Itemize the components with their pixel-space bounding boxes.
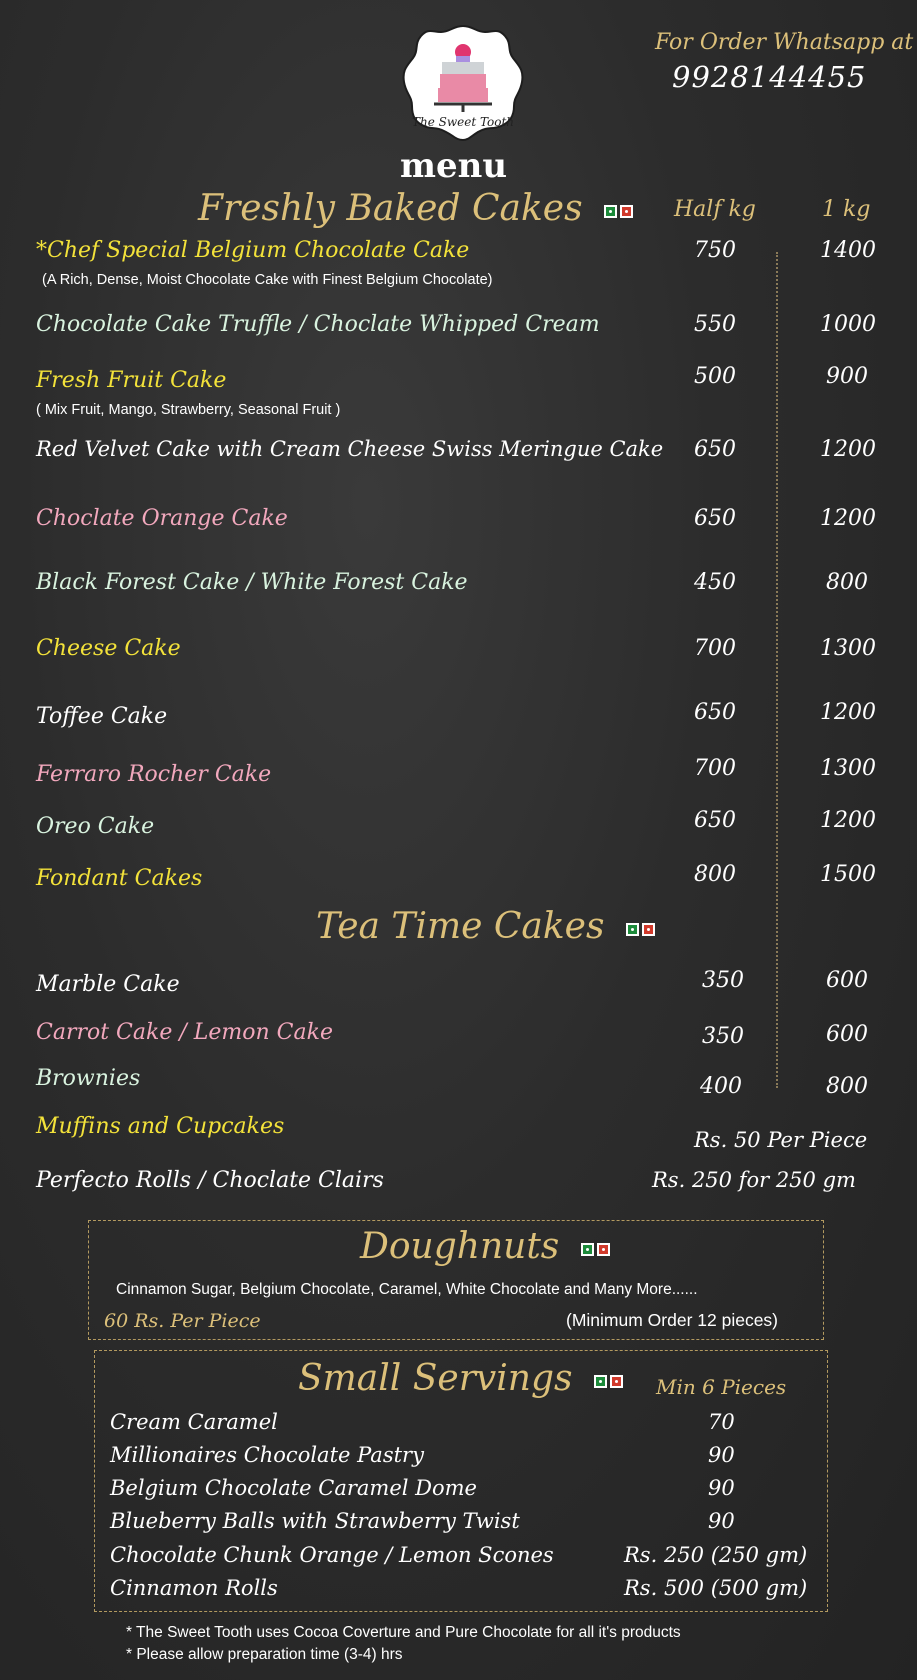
doughnuts-price: 60 Rs. Per Piece (104, 1310, 261, 1332)
small-title-text: Small Servings (298, 1358, 573, 1399)
cake-half-5: 650 (694, 506, 736, 531)
cake-one-9: 1300 (820, 756, 876, 781)
cake-half-6: 450 (694, 570, 736, 595)
cake-half-3: 500 (694, 364, 736, 389)
cake-name-7: Cheese Cake (36, 636, 181, 661)
doughnuts-title-text: Doughnuts (360, 1226, 560, 1267)
teatime-title (316, 906, 655, 947)
small-name-4: Blueberry Balls with Strawberry Twist (110, 1509, 520, 1533)
small-price-1: 70 (708, 1410, 735, 1434)
cake-name-10: Oreo Cake (36, 814, 155, 839)
small-min: Min 6 Pieces (656, 1375, 787, 1399)
teatime-name-4: Muffins and Cupcakes (36, 1114, 285, 1139)
price-divider (776, 252, 778, 1088)
footer-note-1: * The Sweet Tooth uses Cocoa Coverture and Pure Chocolate for all it's products (126, 1624, 681, 1641)
cake-half-1: 750 (694, 238, 736, 263)
cake-half-4: 650 (694, 437, 736, 462)
cake-desc-1: (A Rich, Dense, Moist Chocolate Cake with Finest Belgium Chocolate) (42, 272, 493, 288)
cake-one-10: 1200 (820, 808, 876, 833)
teatime-name-2: Carrot Cake / Lemon Cake (36, 1020, 333, 1045)
cake-one-5: 1200 (820, 506, 876, 531)
teatime-half-1: 350 (702, 968, 744, 993)
teatime-name-1: Marble Cake (36, 972, 180, 997)
veg-nonveg-icon (581, 1243, 610, 1256)
cake-desc-3: ( Mix Fruit, Mango, Strawberry, Seasonal Fruit ) (36, 402, 341, 418)
small-name-3: Belgium Chocolate Caramel Dome (110, 1476, 477, 1500)
cakes-title (198, 188, 633, 229)
order-label: For Order Whatsapp at (655, 30, 914, 55)
teatime-title-text: Tea Time Cakes (316, 906, 605, 947)
teatime-half-3: 400 (700, 1074, 742, 1099)
menu-heading: menu (400, 146, 508, 186)
col-half-kg: Half kg (674, 197, 756, 222)
small-price-6: Rs. 500 (500 gm) (624, 1576, 808, 1600)
teatime-one-1: 600 (826, 968, 868, 993)
cake-name-6: Black Forest Cake / White Forest Cake (36, 570, 468, 595)
small-price-4: 90 (708, 1509, 735, 1533)
small-price-3: 90 (708, 1476, 735, 1500)
small-price-2: 90 (708, 1443, 735, 1467)
veg-nonveg-icon (604, 205, 633, 218)
cake-one-3: 900 (826, 364, 868, 389)
cake-name-2: Chocolate Cake Truffle / Choclate Whipped Cream (36, 312, 600, 337)
teatime-one-3: 800 (826, 1074, 868, 1099)
sweet-tooth-logo (398, 22, 528, 142)
doughnuts-title (360, 1226, 610, 1267)
cake-half-9: 700 (694, 756, 736, 781)
doughnuts-minimum: (Minimum Order 12 pieces) (566, 1310, 778, 1330)
cake-one-7: 1300 (820, 636, 876, 661)
small-name-5: Chocolate Chunk Orange / Lemon Scones (110, 1543, 554, 1567)
veg-nonveg-icon (594, 1375, 623, 1388)
cake-name-3: Fresh Fruit Cake (36, 368, 227, 393)
cake-name-11: Fondant Cakes (36, 866, 203, 891)
teatime-price-4: Rs. 50 Per Piece (694, 1128, 868, 1152)
cake-name-5: Choclate Orange Cake (36, 506, 288, 531)
cake-one-8: 1200 (820, 700, 876, 725)
teatime-half-2: 350 (702, 1024, 744, 1049)
col-one-kg: 1 kg (822, 197, 871, 222)
cake-name-1: *Chef Special Belgium Chocolate Cake (36, 238, 470, 263)
cake-name-8: Toffee Cake (36, 704, 168, 729)
cakes-title-text: Freshly Baked Cakes (198, 188, 583, 229)
teatime-name-5: Perfecto Rolls / Choclate Clairs (36, 1168, 384, 1193)
small-title (298, 1358, 623, 1399)
cake-half-7: 700 (694, 636, 736, 661)
teatime-one-2: 600 (826, 1022, 868, 1047)
cake-name-4: Red Velvet Cake with Cream Cheese Swiss Meringue Cake (36, 437, 664, 461)
cake-half-2: 550 (694, 312, 736, 337)
teatime-name-3: Brownies (36, 1066, 141, 1091)
cake-half-11: 800 (694, 862, 736, 887)
cake-name-9: Ferraro Rocher Cake (36, 762, 272, 787)
cake-one-11: 1500 (820, 862, 876, 887)
order-phone: 9928144455 (672, 60, 867, 94)
logo-text: The Sweet Tooth (411, 115, 515, 129)
cake-one-6: 800 (826, 570, 868, 595)
small-name-6: Cinnamon Rolls (110, 1576, 278, 1600)
veg-nonveg-icon (626, 923, 655, 936)
cake-half-10: 650 (694, 808, 736, 833)
cake-one-1: 1400 (820, 238, 876, 263)
small-price-5: Rs. 250 (250 gm) (624, 1543, 808, 1567)
cake-one-4: 1200 (820, 437, 876, 462)
small-name-2: Millionaires Chocolate Pastry (110, 1443, 424, 1467)
footer-note-2: * Please allow preparation time (3-4) hrs (126, 1646, 403, 1663)
doughnuts-flavours: Cinnamon Sugar, Belgium Chocolate, Caramel, White Chocolate and Many More...... (116, 1281, 698, 1298)
small-name-1: Cream Caramel (110, 1410, 278, 1434)
teatime-price-5: Rs. 250 for 250 gm (652, 1168, 856, 1192)
cake-half-8: 650 (694, 700, 736, 725)
cake-one-2: 1000 (820, 312, 876, 337)
